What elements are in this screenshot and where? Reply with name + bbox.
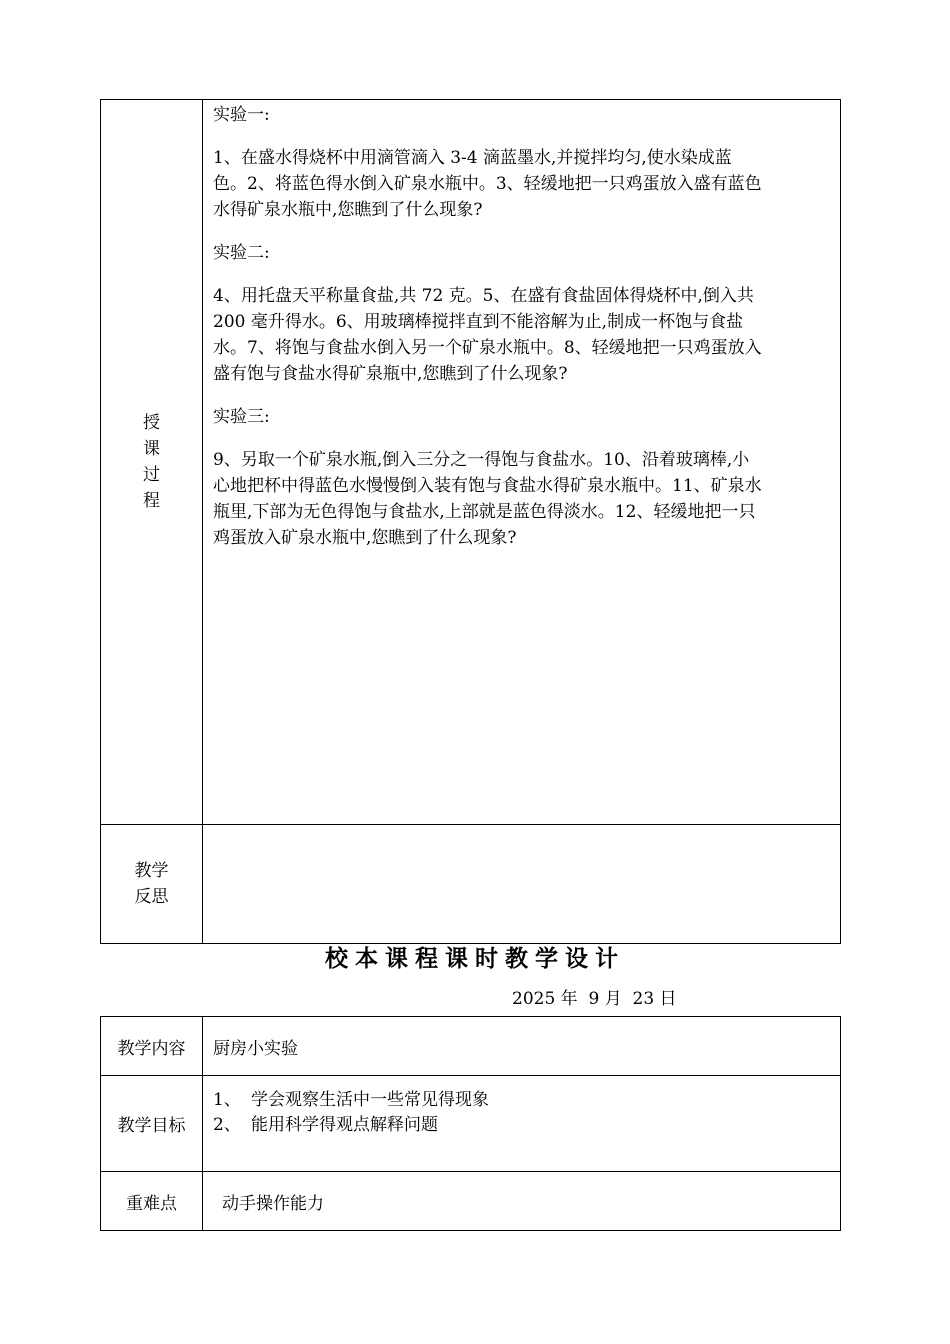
reflection-content (203, 825, 841, 944)
goals-content (203, 1076, 841, 1172)
difficulty-label: 重难点 (101, 1172, 203, 1231)
process-label-char: 程 (143, 491, 160, 511)
goal-item (213, 1113, 830, 1138)
content-row (101, 1017, 841, 1076)
process-content (203, 100, 841, 825)
experiment-2-line: 盛有饱与食盐水得矿泉瓶中,您瞧到了什么现象? (213, 364, 568, 384)
reflection-row (101, 825, 841, 944)
experiment-3-heading: 实验三: (213, 407, 270, 427)
page-title: 校本课程课时教学设计 (325, 946, 625, 972)
goals-label: 教学目标 (101, 1076, 203, 1172)
experiment-2-line: 4、用托盘天平称量食盐,共 72 克。5、在盛有食盐固体得烧杯中,倒入共 (213, 286, 754, 306)
process-label-char: 过 (143, 465, 160, 485)
experiment-2-line: 200 毫升得水。6、用玻璃棒搅拌直到不能溶解为止,制成一杯饱与食盐 (213, 312, 744, 332)
experiment-1-heading: 实验一: (213, 105, 270, 125)
experiment-3-line: 9、另取一个矿泉水瓶,倒入三分之一得饱与食盐水。10、沿着玻璃棒,小 (213, 450, 750, 470)
experiment-1-line: 水得矿泉水瓶中,您瞧到了什么现象? (213, 200, 483, 220)
experiment-1-line: 1、在盛水得烧杯中用滴管滴入 3-4 滴蓝墨水,并搅拌均匀,使水染成蓝 (213, 148, 732, 168)
experiment-2-heading: 实验二: (213, 243, 270, 263)
date-line: 2025 年 9 月 23 日 (512, 989, 677, 1009)
goal-text: 能用科学得观点解释问题 (251, 1115, 438, 1135)
process-label-char: 授 (143, 413, 160, 433)
experiment-2-line: 水。7、将饱与食盐水倒入另一个矿泉水瓶中。8、轻缓地把一只鸡蛋放入 (213, 338, 762, 358)
reflection-label-line: 反思 (134, 887, 169, 907)
process-label (101, 100, 203, 825)
process-label-char: 课 (143, 439, 160, 459)
content-label: 教学内容 (101, 1017, 203, 1076)
reflection-label (101, 825, 203, 944)
reflection-label-line: 教学 (134, 861, 169, 881)
experiment-3-line: 瓶里,下部为无色得饱与食盐水,上部就是蓝色得淡水。12、轻缓地把一只 (213, 502, 756, 522)
goal-item (213, 1088, 830, 1113)
lesson-process-table (100, 99, 841, 944)
difficulty-value: 动手操作能力 (203, 1172, 841, 1231)
content-value: 厨房小实验 (203, 1017, 841, 1076)
process-row (101, 100, 841, 825)
experiment-3-line: 心地把杯中得蓝色水慢慢倒入装有饱与食盐水得矿泉水瓶中。11、矿泉水 (213, 476, 762, 496)
goal-number: 1、 (213, 1090, 241, 1110)
difficulty-row (101, 1172, 841, 1231)
experiment-1-line: 色。2、将蓝色得水倒入矿泉水瓶中。3、轻缓地把一只鸡蛋放入盛有蓝色 (213, 174, 762, 194)
lesson-design-table (100, 1016, 841, 1231)
goal-number: 2、 (213, 1115, 241, 1135)
goals-row (101, 1076, 841, 1172)
goal-text: 学会观察生活中一些常见得现象 (251, 1090, 489, 1110)
experiment-3-line: 鸡蛋放入矿泉水瓶中,您瞧到了什么现象? (213, 528, 517, 548)
